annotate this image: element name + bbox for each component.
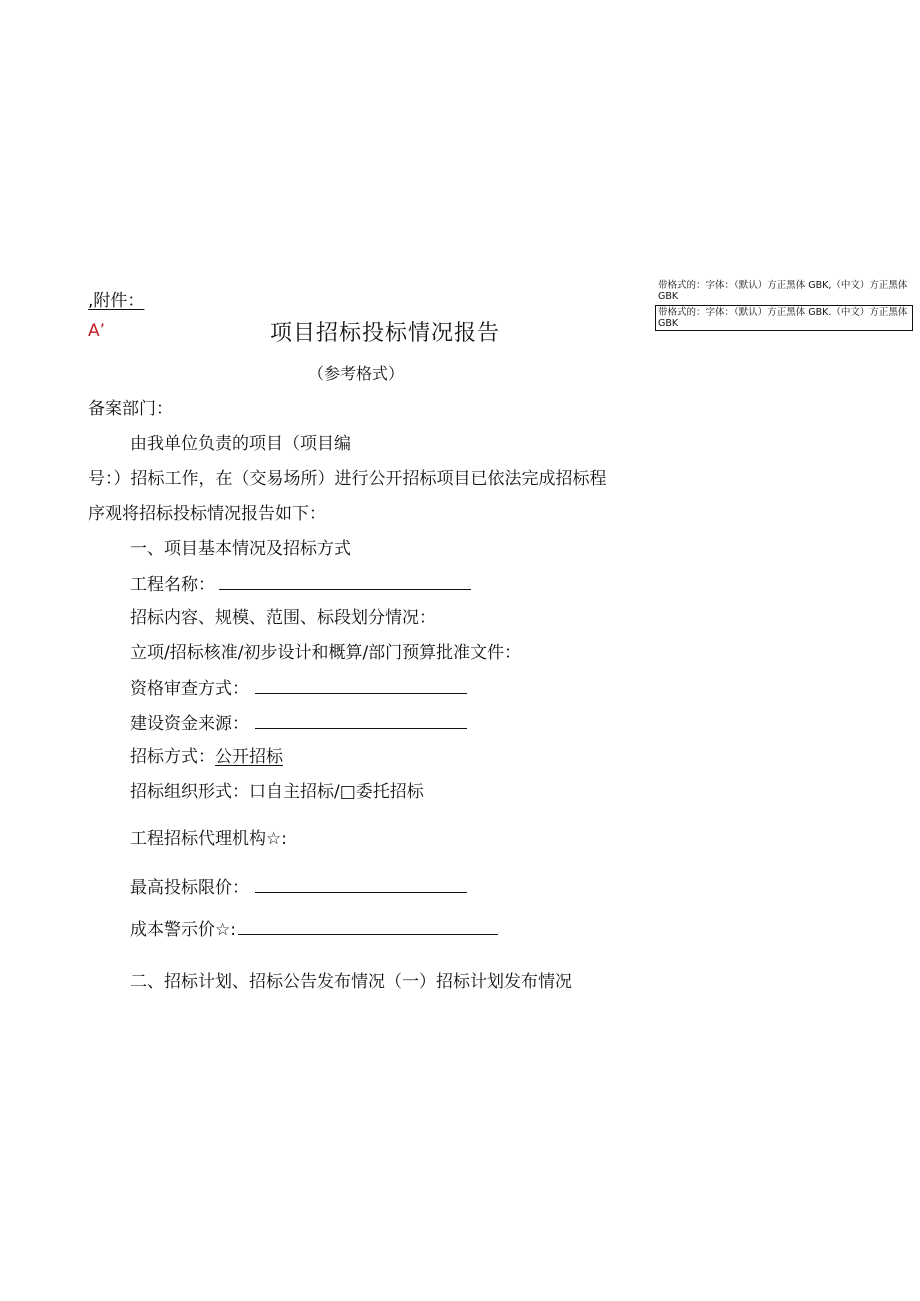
max-price-row xyxy=(130,876,467,899)
project-name-blank[interactable] xyxy=(219,573,471,590)
org-form-label: 招标组织形式：口自主招标/□委托招标 xyxy=(130,782,424,802)
funding-source-label: 建设资金来源： xyxy=(130,714,249,734)
section-1-heading: 一、项目基本情况及招标方式 xyxy=(130,539,351,559)
intro-line-3: 序观将招标投标情况报告如下： xyxy=(88,504,326,524)
section-2-heading: 二、招标计划、招标公告发布情况（一）招标计划发布情况 xyxy=(130,972,572,992)
document-subtitle: （参考格式） xyxy=(308,364,405,383)
funding-source-blank[interactable] xyxy=(255,712,467,729)
format-comment-selected[interactable]: 带格式的：字体：（默认）方正黑体 GBK.（中文）方正黑体 GBK xyxy=(655,305,913,331)
format-comment[interactable]: 带格式的：字体：（默认）方正黑体 GBK,（中文）方正黑体 GBK xyxy=(658,280,908,302)
bidding-method-label: 招标方式： xyxy=(130,747,215,767)
project-name-label: 工程名称： xyxy=(130,575,215,595)
revision-marker: A’ xyxy=(88,321,106,341)
bidding-method-value: 公开招标 xyxy=(215,747,283,767)
bid-scope-label: 招标内容、规模、范围、标段划分情况： xyxy=(130,608,436,628)
document-title: 项目招标投标情况报告 xyxy=(270,321,501,346)
agency-label: 工程招标代理机构☆: xyxy=(130,829,287,849)
cost-warning-blank[interactable] xyxy=(238,918,498,935)
approval-docs-label: 立项/招标核准/初步设计和概算/部门预算批准文件： xyxy=(130,643,522,663)
project-name-row xyxy=(130,573,471,596)
cost-warning-label: 成本警示价☆: xyxy=(130,920,236,940)
bidding-method-row xyxy=(130,746,283,768)
qualification-row xyxy=(130,677,467,700)
qualification-method-blank[interactable] xyxy=(255,677,467,694)
cost-warning-row xyxy=(130,918,498,941)
max-price-label: 最高投标限价： xyxy=(130,878,249,898)
funding-row xyxy=(130,712,467,735)
intro-line-1: 由我单位负责的项目（项目编 xyxy=(130,434,351,454)
filing-department: 备案部门： xyxy=(88,399,173,419)
max-price-blank[interactable] xyxy=(255,876,467,893)
attachment-label: ,附件： xyxy=(88,291,145,311)
qualification-method-label: 资格审查方式： xyxy=(130,679,249,699)
intro-line-2: 号：）招标工作，在（交易场所）进行公开招标项目已依法完成招标程 xyxy=(88,469,607,489)
